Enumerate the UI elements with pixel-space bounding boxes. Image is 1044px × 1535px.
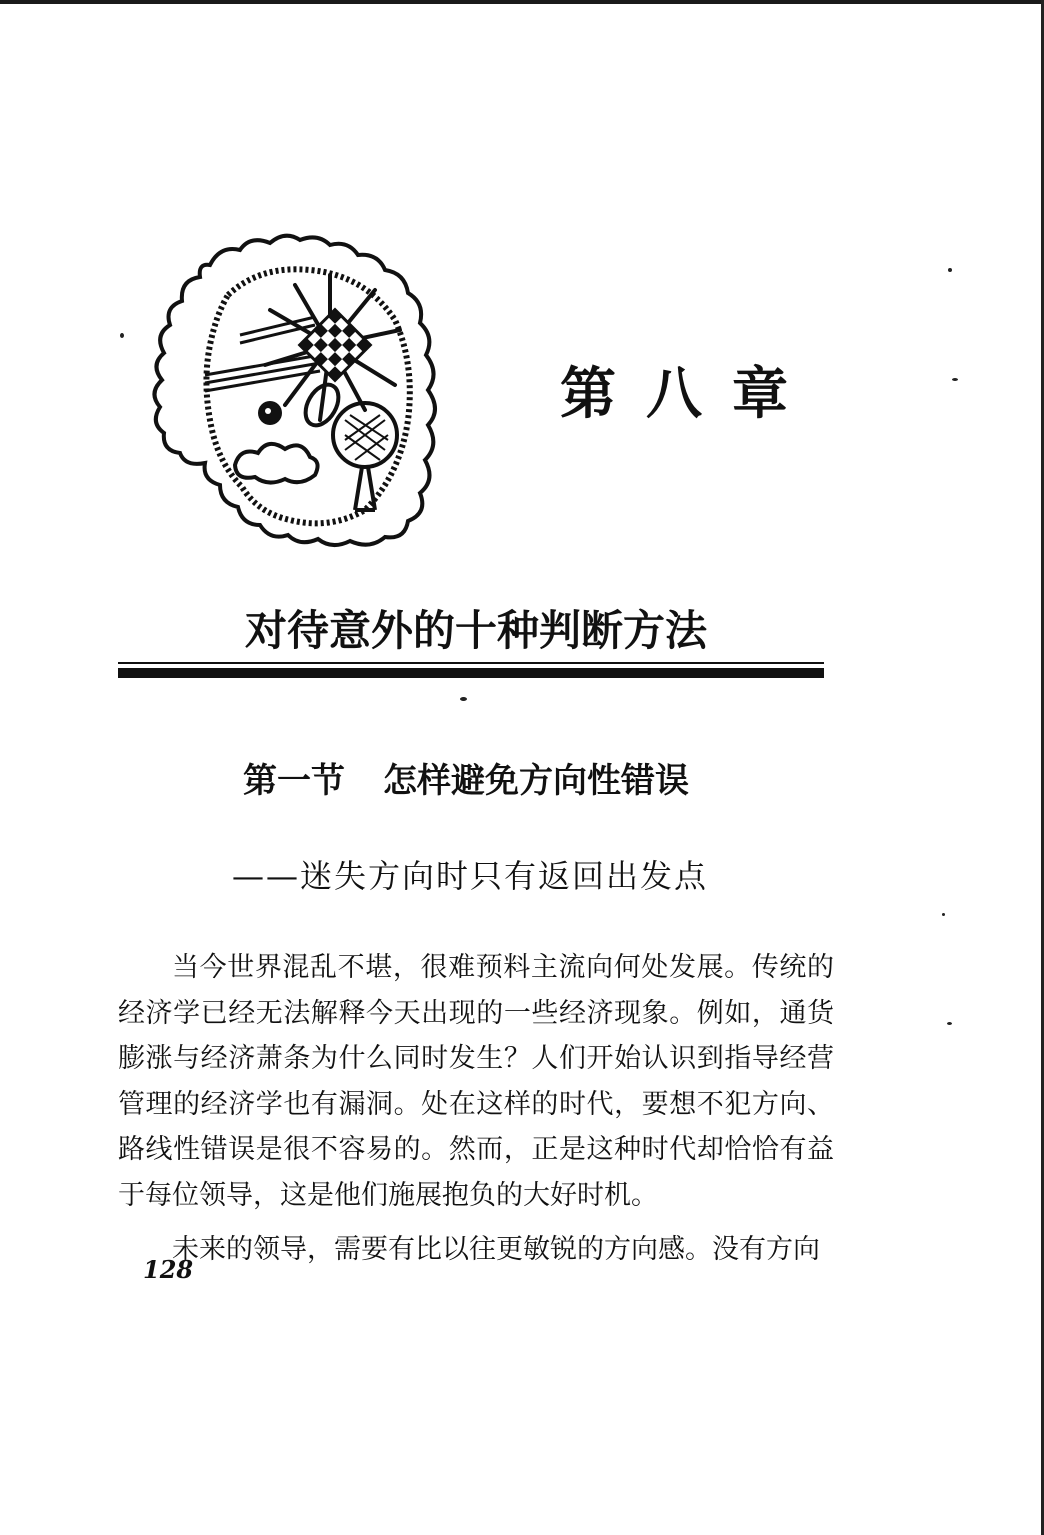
body-paragraph: 未来的领导，需要有比以往更敏锐的方向感。没有方向 <box>172 1234 820 1265</box>
scan-speck <box>460 697 467 701</box>
section-subtitle: ——迷失方向时只有返回出发点 <box>232 857 709 895</box>
scan-speck <box>952 378 958 381</box>
page-number: 128 <box>143 1255 194 1284</box>
scan-speck <box>120 333 124 338</box>
divider-thick-rule <box>118 668 824 678</box>
scan-speck <box>947 1022 952 1025</box>
scan-speck <box>948 268 952 272</box>
section-heading <box>243 756 689 806</box>
body-paragraph: 当今世界混乱不堪，很难预料主流向何处发展。传统的经济学已经无法解释今天出现的一些经济现象。例如，通货膨涨与经济萧条为什么同时发生？人们开始认识到指导经营管理的经济学也有漏洞。处在这样的时代，要想不犯方向、路线性错误是很不容易的。然而，正是这种时代却恰恰有益于每位领导，这是他们施展抱负的大好时机。 <box>118 952 834 1211</box>
section-title: 怎样避免方向性错误 <box>383 761 689 801</box>
chapter-decorative-illustration <box>150 225 450 555</box>
scan-speck <box>942 913 945 916</box>
chapter-title: 第八章 <box>560 362 818 427</box>
page-top-edge <box>0 0 1044 4</box>
chapter-subtitle: 对待意外的十种判断方法 <box>245 606 708 655</box>
section-number: 第一节 <box>243 761 345 801</box>
body-text <box>118 945 834 1282</box>
divider-thin-rule <box>118 662 824 664</box>
